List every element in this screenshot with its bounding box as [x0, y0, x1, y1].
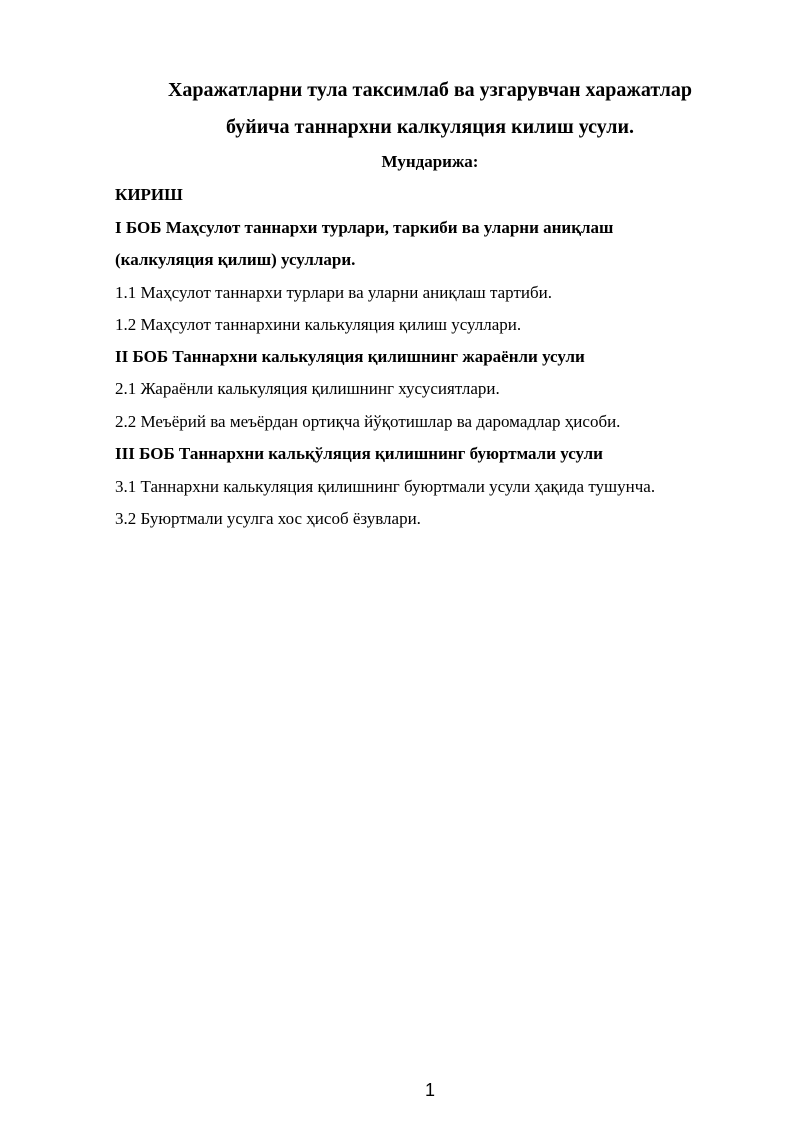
toc-entry-section-2-1: 2.1 Жараёнли калькуляция қилишнинг хусусиятлари.	[115, 379, 500, 398]
page-number: 1	[424, 1080, 435, 1100]
document-title-line-1: Харажатларни тула таксимлаб ва узгарувчан харажатлар	[167, 79, 693, 101]
toc-entry-chapter-3: III БОБ Таннархни кальқўляция қилишнинг буюртмали усули	[115, 444, 603, 463]
toc-entry-chapter-2: II БОБ Таннархни калькуляция қилишнинг жараёнли усули	[115, 347, 585, 366]
toc-entry-section-2-2: 2.2 Меъёрий ва меъёрдан ортиқча йўқотишлар ва даромадлар ҳисоби.	[115, 412, 621, 431]
toc-entry-introduction: КИРИШ	[115, 185, 183, 204]
toc-entry-section-3-2: 3.2 Буюртмали усулга хос ҳисоб ёзувлари.	[115, 509, 421, 528]
toc-entry-section-1-1: 1.1 Маҳсулот таннархи турлари ва уларни аниқлаш тартиби.	[115, 283, 552, 302]
toc-heading: Мундарижа:	[381, 152, 479, 171]
toc-entry-chapter-1-continued: (калкуляция қилиш) усуллари.	[115, 250, 356, 269]
toc-entry-section-1-2: 1.2 Маҳсулот таннархини калькуляция қилиш усуллари.	[115, 315, 522, 334]
toc-entry-chapter-1: I БОБ Маҳсулот таннархи турлари, таркиби ва уларни аниқлаш	[115, 218, 614, 237]
toc-entry-section-3-1: 3.1 Таннархни калькуляция қилишнинг буюртмали усули ҳақида тушунча.	[115, 477, 656, 496]
document-title-line-2: буйича таннархни калкуляция килиш усули.	[225, 116, 635, 138]
